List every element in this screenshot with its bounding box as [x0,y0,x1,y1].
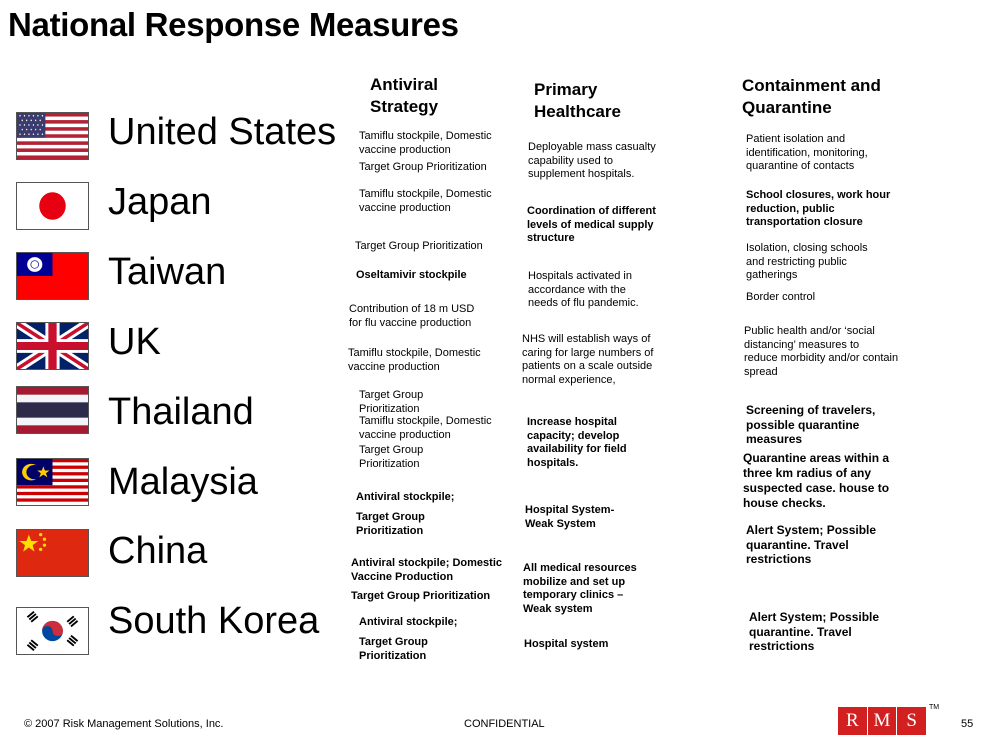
country-name: Malaysia [108,461,258,503]
cell-line: temporary clinics – [523,589,624,601]
header-primary-healthcare [534,79,621,123]
trademark-mark: TM [929,704,940,711]
cell-line: levels of medical supply [527,218,654,231]
antiviral-cell [355,240,483,254]
header-line: Containment and [742,76,881,95]
cell-line: accordance with the [528,283,626,296]
antiviral-cell [359,188,492,215]
cell-line: Increase hospital [527,416,617,428]
cell-line: Hospital System- [525,504,615,516]
cell-line: quarantine. Travel [746,537,849,552]
cell-line: Border control [746,291,816,303]
cell-line: Hospitals activated in [528,270,632,282]
antiviral-cell [349,303,474,330]
header-line: Quarantine [742,98,832,117]
cell-line: Alert System; Possible [749,610,880,624]
logo-letter: M [868,707,898,735]
logo-letter: S [906,710,917,731]
cell-line: Public health and/or ‘social [744,325,875,337]
cell-line: Prioritization [356,524,424,537]
page-title: National Response Measures [8,6,459,43]
cell-line: Target Group Prioritization [355,240,483,252]
cell-line: reduction, public [746,202,835,215]
cell-line: supplement hospitals. [528,168,635,180]
country-name: Thailand [108,391,254,433]
antiviral-cell [359,161,487,175]
cell-line: Deployable mass casualty [528,141,656,153]
cell-line: Patient isolation and [746,133,846,145]
cell-line: Target Group Prioritization [359,161,487,173]
header-line: Healthcare [534,102,621,121]
primary-healthcare-cell [524,638,608,652]
thailand-flag-icon [16,386,89,434]
antiviral-cell [351,590,490,604]
header-line: Strategy [370,97,439,116]
cell-line: Antiviral stockpile; [359,616,458,628]
cell-line: Quarantine areas within a [743,451,890,465]
header-line: Antiviral [370,75,439,94]
cell-line: hospitals. [527,456,579,469]
antiviral-cell [359,444,423,471]
cell-line: mobilize and set up [523,575,626,588]
cell-line: Tamiflu stockpile, Domestic [348,347,481,359]
country-name: Japan [108,181,212,223]
cell-line: Weak System [525,517,596,530]
cell-line: Prioritization [359,649,427,662]
cell-line: Tamiflu stockpile, Domestic [359,188,492,200]
cell-line: NHS will establish ways of [522,333,651,345]
header-line: Primary [534,80,598,99]
cell-line: School closures, work hour [746,189,891,201]
cell-line: structure [527,232,575,244]
cell-line: vaccine production [348,360,440,373]
cell-line: suspected case. house to [743,481,890,495]
china-flag-icon [16,529,89,577]
cell-line: Alert System; Possible [746,523,877,537]
cell-line: Vaccine Production [351,570,454,583]
antiviral-cell [359,636,428,663]
logo-letter: R [838,707,868,735]
cell-line: transportation closure [746,216,863,228]
cell-line: Oseltamivir stockpile [356,269,467,281]
antiviral-cell [351,557,502,584]
cell-line: measures [746,432,803,446]
cell-line: Screening of travelers, [746,403,876,417]
cell-line: capacity; develop [527,429,620,442]
cell-line: patients on a scale outside [522,360,653,372]
cell-line: Antiviral stockpile; [356,491,455,503]
header-containment-quarantine [742,75,881,119]
cell-line: capability used to [528,154,613,167]
japan-flag-icon [16,182,89,230]
antiviral-cell [348,347,481,374]
country-name: UK [108,321,161,363]
containment-cell [749,610,879,654]
cell-line: vaccine production [359,201,451,214]
primary-healthcare-cell [522,333,653,387]
antiviral-cell [359,389,423,416]
antiviral-cell [359,130,492,157]
cell-line: vaccine production [359,428,451,441]
cell-line: needs of flu pandemic. [528,297,639,309]
antiviral-cell [356,269,467,283]
taiwan-flag-icon [16,252,89,300]
cell-line: quarantine of contacts [746,160,855,172]
containment-cell [746,133,868,174]
antiviral-cell [356,491,454,505]
cell-line: distancing’ measures to [744,338,860,351]
cell-line: Target Group [356,511,425,523]
antiviral-cell [356,511,425,538]
cell-line: availability for field [527,443,627,455]
cell-line: reduce morbidity and/or contain [744,352,899,364]
primary-healthcare-cell [523,562,637,616]
cell-line: and restricting public [746,255,847,268]
cell-line: normal experience, [522,373,616,386]
cell-line: caring for large numbers of [522,346,654,359]
cell-line: Prioritization [359,457,420,470]
cell-line: Target Group [359,389,424,401]
country-name: Taiwan [108,251,227,293]
primary-healthcare-cell [527,205,656,246]
cell-line: identification, monitoring, [746,146,868,159]
country-name: China [108,530,208,572]
cell-line: Coordination of different [527,205,656,217]
confidential-label: CONFIDENTIAL [464,718,545,730]
containment-cell [746,523,876,567]
containment-cell [744,325,898,379]
cell-line: Isolation, closing schools [746,242,868,254]
cell-line: Weak system [523,602,593,615]
country-name: United States [108,111,337,153]
cell-line: Tamiflu stockpile, Domestic [359,130,492,142]
cell-line: three km radius of any [743,466,872,480]
cell-line: Target Group [359,636,428,648]
cell-line: Prioritization [359,402,420,415]
cell-line: spread [744,365,778,378]
containment-cell [746,242,868,283]
primary-healthcare-cell [528,141,656,182]
uk-flag-icon [16,322,89,370]
country-name: South Korea [108,600,320,642]
containment-cell [746,291,815,305]
cell-line: Target Group Prioritization [351,590,491,602]
cell-line: possible quarantine [746,417,860,432]
antiviral-cell [359,415,492,442]
containment-cell [743,451,889,511]
cell-line: restrictions [749,639,815,653]
cell-line: house checks. [743,496,826,510]
cell-line: Contribution of 18 m USD [349,303,475,315]
malaysia-flag-icon [16,458,89,506]
cell-line: vaccine production [359,143,451,156]
primary-healthcare-cell [525,504,614,531]
page-number: 55 [961,718,974,730]
copyright-text: © 2007 Risk Management Solutions, Inc. [24,718,224,730]
primary-healthcare-cell [528,270,639,311]
cell-line: Hospital system [524,638,609,650]
containment-cell [746,403,875,447]
cell-line: restrictions [746,552,812,566]
south-korea-flag-icon [16,607,89,655]
cell-line: gatherings [746,269,798,281]
cell-line: for flu vaccine production [349,316,472,329]
containment-cell [746,189,890,230]
rms-logo [838,707,926,735]
cell-line: Target Group [359,444,424,456]
cell-line: All medical resources [523,562,637,574]
us-flag-icon [16,112,89,160]
cell-line: quarantine. Travel [749,624,852,639]
antiviral-cell [359,616,457,630]
header-antiviral-strategy [370,74,438,118]
cell-line: Tamiflu stockpile, Domestic [359,415,492,427]
primary-healthcare-cell [527,416,627,470]
cell-line: Antiviral stockpile; Domestic [351,557,502,569]
